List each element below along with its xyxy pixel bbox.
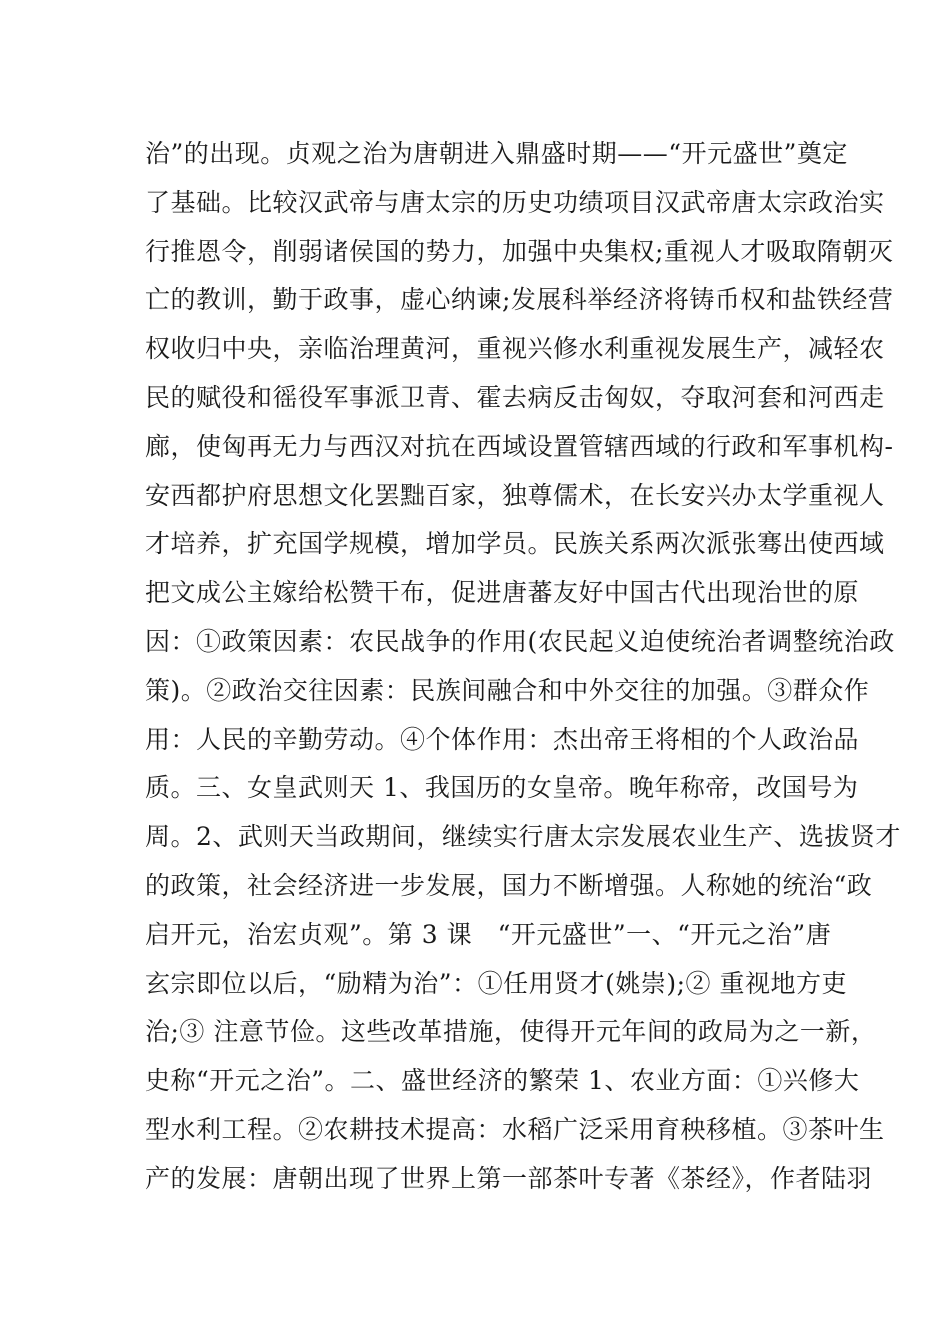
text-line: 周。2、武则天当政期间，继续实行唐太宗发展农业生产、选拔贤才 <box>145 822 901 852</box>
text-line: 治”的出现。贞观之治为唐朝进入鼎盛时期——“开元盛世”奠定 <box>145 139 848 168</box>
body-text <box>145 130 901 1204</box>
text-line: 民的赋役和徭役军事派卫青、霍去病反击匈奴，夺取河套和河西走 <box>145 382 885 412</box>
text-line: 亡的教训，勤于政事，虚心纳谏;发展科举经济将铸币权和盐铁经营 <box>145 285 894 315</box>
text-line: 用：人民的辛勤劳动。④个体作用：杰出帝王将相的个人政治品 <box>145 724 860 754</box>
text-line: 了基础。比较汉武帝与唐太宗的历史功绩项目汉武帝唐太宗政治实 <box>145 187 885 217</box>
text-line: 廊，使匈再无力与西汉对抗在西域设置管辖西域的行政和军事机构- <box>145 431 894 461</box>
text-line: 策)。②政治交往因素：民族间融合和中外交往的加强。③群众作 <box>145 675 870 705</box>
text-line: 产的发展：唐朝出现了世界上第一部茶叶专著《茶经》，作者陆羽 <box>145 1163 873 1193</box>
text-line: 才培养，扩充国学规模，增加学员。民族关系两次派张骞出使西域 <box>145 529 885 559</box>
text-line: 玄宗即位以后，“励精为治”：①任用贤才(姚崇);② 重视地方吏 <box>145 968 847 998</box>
text-line: 行推恩令，削弱诸侯国的势力，加强中央集权;重视人才吸取隋朝灭 <box>145 236 894 266</box>
text-line: 启开元，治宏贞观”。第 3 课 “开元盛世”一、“开元之治”唐 <box>145 919 832 949</box>
text-line: 治;③ 注意节俭。这些改革措施，使得开元年间的政局为之一新， <box>145 1017 877 1047</box>
text-line: 的政策，社会经济进一步发展，国力不断增强。人称她的统治“政 <box>145 870 873 900</box>
text-line: 质。三、女皇武则天 1、我国历的女皇帝。晚年称帝，改国号为 <box>145 773 859 803</box>
text-line: 型水利工程。②农耕技术提高：水稻广泛采用育秧移植。③茶叶生 <box>145 1114 885 1144</box>
text-line: 权收归中央，亲临治理黄河，重视兴修水利重视发展生产，减轻农 <box>145 334 885 364</box>
text-line: 因：①政策因素：农民战争的作用(农民起义迫使统治者调整统治政 <box>145 626 895 656</box>
text-line: 把文成公主嫁给松赞干布，促进唐蕃友好中国古代出现治世的原 <box>145 578 860 608</box>
text-line: 史称“开元之治”。二、盛世经济的繁荣 1、农业方面：①兴修大 <box>145 1066 860 1096</box>
text-line: 安西都护府思想文化罢黜百家，独尊儒术，在长安兴办太学重视人 <box>145 480 885 510</box>
